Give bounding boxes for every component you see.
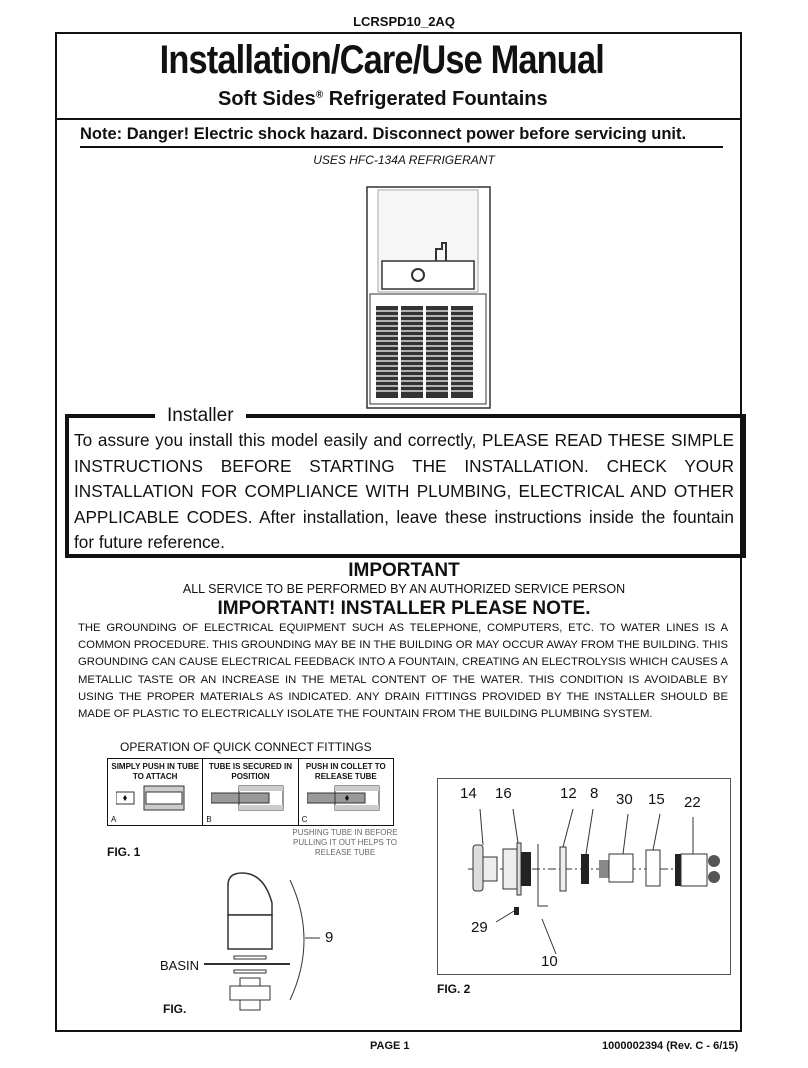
page-title: Installation/Care/Use Manual <box>159 38 604 82</box>
callout-12: 12 <box>560 785 577 802</box>
fig1-label: FIG. 1 <box>107 845 141 859</box>
panel-letter: C <box>301 815 308 824</box>
page-number: PAGE 1 <box>370 1040 410 1052</box>
fig2-label: FIG. 2 <box>437 982 471 996</box>
panel-letter: A <box>111 815 117 824</box>
basin-label: BASIN <box>160 958 200 973</box>
quick-connect-panels <box>107 758 394 826</box>
fitting-drawing <box>116 784 196 812</box>
bubbler-fig-label: FIG. <box>163 1002 187 1016</box>
important-heading: IMPORTANT <box>348 560 460 581</box>
fig1-panel-b <box>203 759 298 825</box>
callout-10: 10 <box>541 953 558 970</box>
subtitle-main: Soft Sides <box>218 88 316 110</box>
document-number: 1000002394 (Rev. C - 6/15) <box>602 1040 739 1052</box>
panel-caption: PUSH IN COLLET TO RELEASE TUBE <box>305 762 386 781</box>
fig1-title: OPERATION OF QUICK CONNECT FITTINGS <box>120 740 372 754</box>
callout-16: 16 <box>495 785 512 802</box>
bubbler-illustration <box>190 870 340 1020</box>
refrigerant-note: USES HFC-134A REFRIGERANT <box>313 153 495 167</box>
installer-note-heading: IMPORTANT! INSTALLER PLEASE NOTE. <box>217 598 591 619</box>
callout-15: 15 <box>648 791 665 808</box>
fig1-note: PUSHING TUBE IN BEFORE PULLING IT OUT HELPS TO RELEASE TUBE <box>292 828 398 857</box>
panel-letter: B <box>206 815 212 824</box>
danger-note: Note: Danger! Electric shock hazard. Disconnect power before servicing unit. <box>80 125 723 148</box>
fig2-box <box>437 778 731 975</box>
panel-caption: TUBE IS SECURED IN POSITION <box>208 762 293 781</box>
fig1-panel-c <box>299 759 393 825</box>
callout-9: 9 <box>325 929 334 946</box>
fig1-panel-a <box>108 759 203 825</box>
subtitle-rest: Refrigerated Fountains <box>323 88 548 110</box>
document-id: LCRSPD10_2AQ <box>353 14 455 29</box>
subtitle <box>218 88 548 111</box>
fountain-illustration <box>366 186 492 410</box>
service-note: ALL SERVICE TO BE PERFORMED BY AN AUTHORIZED SERVICE PERSON <box>182 582 626 596</box>
callout-22: 22 <box>684 794 701 811</box>
callout-29: 29 <box>471 919 488 936</box>
fitting-drawing <box>307 784 387 812</box>
callout-8: 8 <box>590 785 599 802</box>
grounding-paragraph: THE GROUNDING OF ELECTRICAL EQUIPMENT SUCH AS TELEPHONE, COMPUTERS, ETC. TO WATER LINES IS A COMMON PROCEDURE. THIS GROUNDING MAY BE IN THE BUILDING OR MAY OCCUR AWAY FROM THE BUILDING. THIS GROUNDING CAN CAUSE ELECTRICAL FEEDBACK INTO A FOUNTAIN, CREATING AN ELECTROLYSIS WHICH CAUSES A METALLIC TASTE OR AN INCREASE IN THE METAL CONTENT OF THE WATER. THIS CONDITION IS AVOIDABLE BY USING THE PROPER MATERIALS AS INDICATED. ANY DRAIN FITTINGS PROVIDED BY THE INSTALLER SHOULD BE MADE OF PLASTIC TO ELECTRICALLY ISOLATE THE FOUNTAIN FROM THE BUILDING PLUMBING SYSTEM. <box>78 622 728 721</box>
callout-30: 30 <box>616 791 633 808</box>
installer-instructions: To assure you install this model easily and correctly, PLEASE READ THESE SIMPLE INSTRUCTIONS BEFORE STARTING THE INSTALLATION. CHECK YOUR INSTALLATION FOR COMPLIANCE WITH PLUMBING, ELECTRICAL AND OTHER APPLICABLE CODES. After installation, leave these instructions inside the fountain for future reference. <box>74 430 734 552</box>
panel-caption: SIMPLY PUSH IN TUBE TO ATTACH <box>111 762 199 781</box>
registered-mark: ® <box>315 89 324 101</box>
fitting-drawing <box>211 784 291 812</box>
installer-label: Installer <box>155 405 246 427</box>
callout-14: 14 <box>460 785 477 802</box>
